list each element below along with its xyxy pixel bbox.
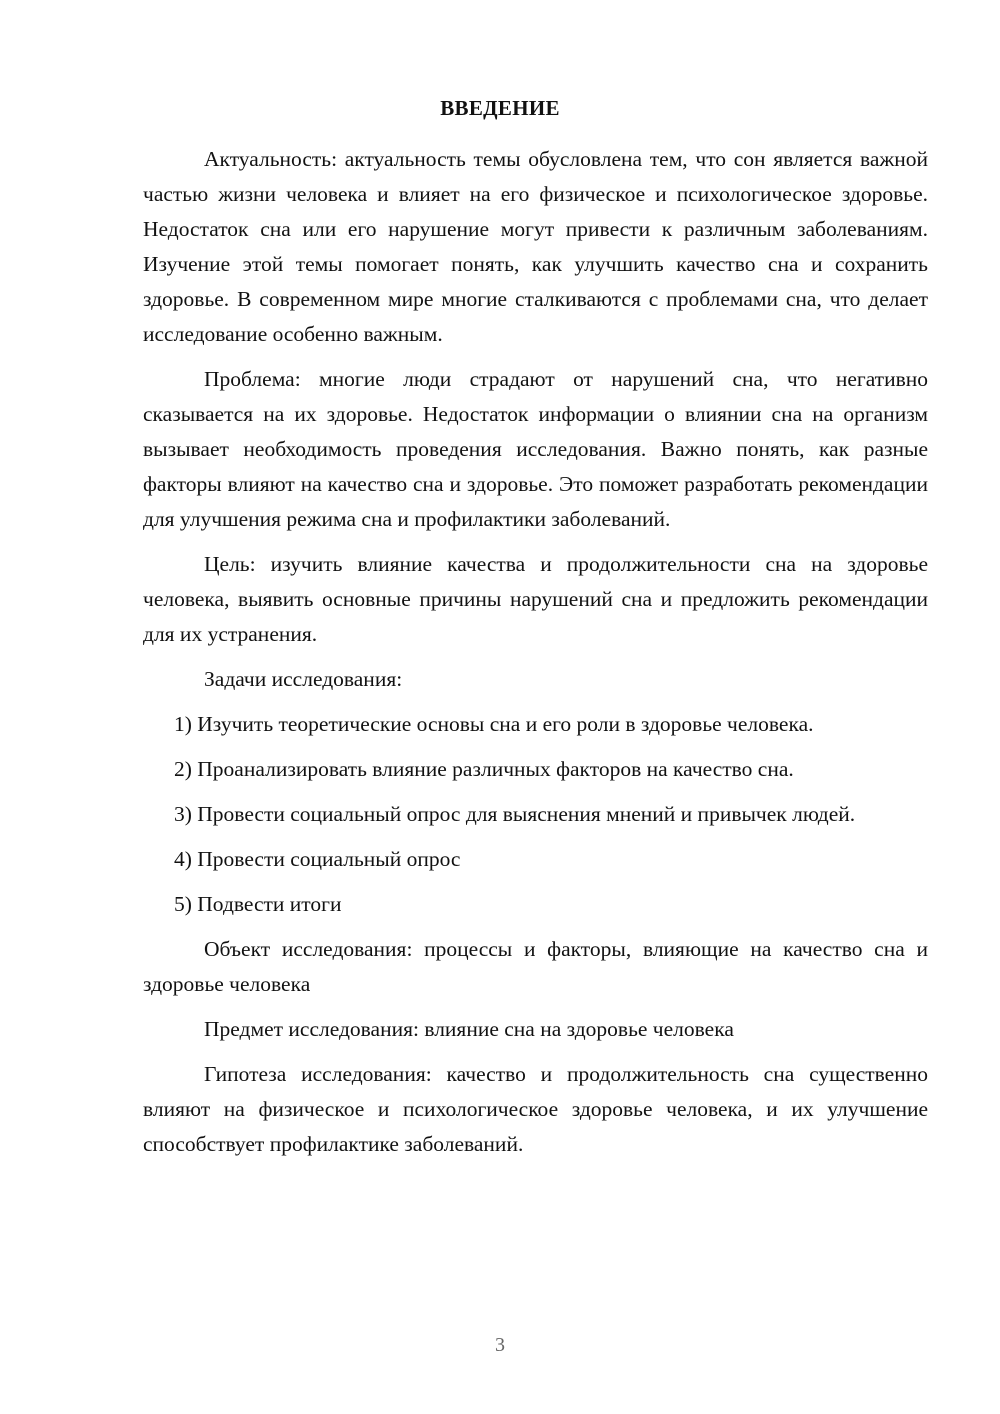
task-item: 5) Подвести итоги [174, 892, 342, 916]
task-item: 4) Провести социальный опрос [174, 847, 461, 871]
body-text [143, 142, 928, 1172]
paragraph-object: Объект исследования: процессы и факторы, влияющие на качество сна и здоровье человека [143, 937, 928, 996]
page-title: ВВЕДЕНИЕ [440, 96, 560, 120]
paragraph-hypothesis: Гипотеза исследования: качество и продолжительность сна существенно влияют на физическое и психологическое здоровье человека, и их улучшение способствует профилактике заболеваний. [143, 1062, 928, 1156]
task-item: 2) Проанализировать влияние различных факторов на качество сна. [174, 757, 794, 781]
page-number: 3 [495, 1334, 505, 1356]
task-item: 3) Провести социальный опрос для выяснения мнений и привычек людей. [174, 802, 856, 826]
task-item: 1) Изучить теоретические основы сна и его роли в здоровье человека. [174, 712, 814, 736]
paragraph-subject: Предмет исследования: влияние сна на здоровье человека [204, 1017, 734, 1041]
tasks-heading: Задачи исследования: [204, 667, 403, 691]
paragraph-problem: Проблема: многие люди страдают от нарушений сна, что негативно сказывается на их здоровье. Недостаток информации о влиянии сна на организм вызывает необходимость проведения исследования. Важно понять, как разные факторы влияют на качество сна и здоровье. Это поможет разработать рекомендации для улучшения режима сна и профилактики заболеваний. [143, 367, 928, 531]
paragraph-relevance: Актуальность: актуальность темы обусловлена тем, что сон является важной частью жизни человека и влияет на его физическое и психологическое здоровье. Недостаток сна или его нарушение могут привести к различным заболеваниям. Изучение этой темы помогает понять, как улучшить качество сна и сохранить здоровье. В современном мире многие сталкиваются с проблемами сна, что делает исследование особенно важным. [143, 147, 928, 346]
paragraph-goal: Цель: изучить влияние качества и продолжительности сна на здоровье человека, выявить основные причины нарушений сна и предложить рекомендации для их устранения. [143, 552, 928, 646]
